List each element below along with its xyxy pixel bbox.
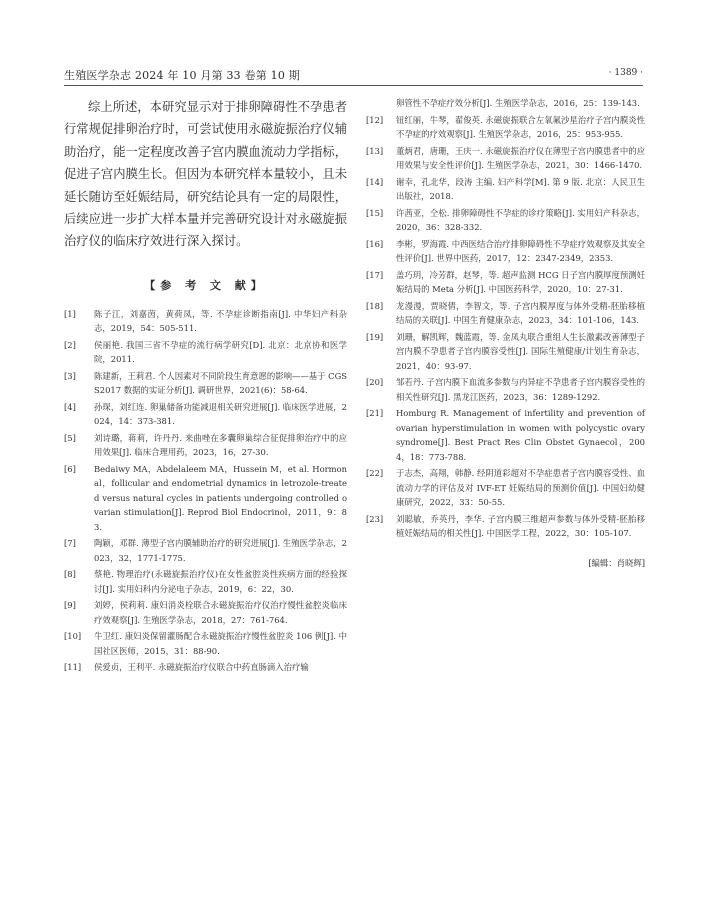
reference-number: [23] (366, 513, 384, 524)
reference-text: Homburg R. Management of infertility and prevention of ovarian hyperstimulation in women with polycystic ovary syndrome[J]. Best Pract Res Clin Obstet Gynaecol，2004，18：773-788. (396, 408, 645, 462)
reference-text: 于志杰，高翔，韩静. 经阴道彩超对不孕症患者子宫内膜容受性、血流动力学的评估及对 IVF-ET 妊娠结局的预测价值[J]. 中国妇幼健康研究，2022，33：50-55. (396, 468, 645, 507)
right-column (366, 96, 645, 569)
reference-item (366, 237, 645, 266)
reference-text: 卵管性不孕症疗效分析[J]. 生殖医学杂志，2016，25：139-143. (396, 98, 640, 108)
reference-item (366, 406, 645, 464)
journal-header: 生殖医学杂志 2024 年 10 月第 33 卷第 10 期 (64, 69, 300, 82)
reference-item (366, 268, 645, 297)
reference-number: [5] (64, 432, 76, 443)
reference-text: Bedaiwy MA，Abdelaleem MA，Hussein M，et al. Hormonal，follicular and endometrial dynamics in letrozole-treated versus natural cycles in patients undergoing controlled ovarian stimulation[J]. Reprod Biol Endocrinol，2011，9：83. (94, 463, 347, 532)
reference-text: 刘珊，解凯辉，魏蓝霞，等. 金凤丸联合重组人生长激素改善薄型子宫内膜不孕患者子宫内膜容受性[J]. 国际生殖健康/计划生育杂志，2021，40：93-97. (396, 331, 645, 371)
reference-item (64, 660, 347, 675)
left-column (64, 96, 347, 677)
reference-number: [4] (64, 401, 76, 412)
reference-number: [12] (366, 114, 384, 125)
reference-text: 牛卫红. 康妇炎保留灌肠配合永磁旋振治疗慢性盆腔炎 106 例[J]. 中国社区医师，2015，31：88-90. (94, 631, 347, 656)
reference-text: 侯爱贞，王利平. 永磁旋振治疗仪联合中药直肠滴入治疗输 (94, 662, 309, 673)
reference-text: 刘诗璐，蒋莉，许丹丹. 来曲唑在多囊卵巢综合征促排卵治疗中的应用效果[J]. 临床合理用药，2023，16，27-30. (94, 432, 347, 458)
reference-number: [1] (64, 308, 76, 319)
reference-number: [22] (366, 468, 384, 478)
reference-number: [11] (64, 662, 82, 673)
reference-number: [17] (366, 269, 384, 280)
reference-number: [13] (366, 145, 384, 156)
reference-item (64, 400, 347, 429)
reference-number: [10] (64, 631, 82, 642)
reference-item (64, 462, 347, 535)
reference-item (366, 96, 645, 111)
editor-note: [编辑：肖晓辉] (588, 557, 645, 568)
reference-item (366, 330, 645, 374)
reference-text: 盖巧玥，冷芳群，赵琴，等. 超声监测 HCG 日子宫内膜厚度预测妊娠结局的 Meta 分析[J]. 中国医药科学，2020，10：27-31. (396, 269, 645, 294)
reference-text: 侯丽艳. 我国三省不孕症的流行病学研究[D]. 北京：北京协和医学院，2011. (94, 339, 347, 365)
reference-item (64, 431, 347, 460)
reference-number: [18] (366, 300, 384, 311)
reference-number: [19] (366, 331, 384, 342)
reference-text: 陈子江，刘嘉茵，黄荷凤，等. 不孕症诊断指南[J]. 中华妇产科杂志，2019，54：505-511. (94, 308, 347, 334)
reference-item (64, 369, 347, 398)
reference-item (64, 567, 347, 596)
reference-text: 龙漫漫，贾晓倩，李智文，等. 子宫内膜厚度与体外受精-胚胎移植结局的关联[J]. 中国生育健康杂志，2023，34：101-106，143. (396, 300, 645, 325)
reference-number: [16] (366, 238, 384, 249)
reference-number: [21] (366, 408, 384, 418)
conclusion-paragraph: 综上所述，本研究显示对于排卵障碍性不孕患者行常规促排卵治疗时，可尝试使用永磁旋振治疗仪辅助治疗，能一定程度改善子宫内膜血流动力学指标，促进子宫内膜生长。但因为本研究样本量较小，且未延长随访至妊娠结局，研究结论具有一定的局限性，后续应进一步扩大样本量并完善研究设计对永磁旋振治疗仪的临床疗效进行深入探讨。 (64, 100, 347, 249)
reference-number: [2] (64, 339, 76, 350)
reference-text: 蔡艳. 物理治疗(永磁旋振治疗仪)在女性盆腔炎性疾病方面的经验探讨[J]. 实用妇科内分泌电子杂志，2019，6：22，30. (94, 569, 347, 594)
reference-number (366, 96, 396, 111)
reference-number: [15] (366, 207, 384, 218)
reference-text: 邹若丹. 子宫内膜下血流多参数与内异症不孕患者子宫内膜容受性的相关性研究[J]. 黑龙江医药，2023，36：1289-1292. (396, 377, 645, 402)
reference-text: 陈建新，王莉君. 个人因素对不同阶段生育意愿的影响——基于 CGSS2017 数据的实证分析[J]. 调研世界，2021(6)：58-64. (94, 370, 347, 396)
header-rule (64, 85, 643, 86)
reference-item (64, 598, 347, 627)
reference-item (366, 175, 645, 204)
reference-text: 李彬，罗海霞. 中西医结合治疗排卵障碍性不孕症疗效观察及其安全性评价[J]. 世界中医药，2017，12：2347-2349，2353. (396, 238, 645, 263)
reference-text: 钮红丽，牛琴，翟俊英. 永磁旋振联合左氧氟沙星治疗子宫内膜炎性不孕症的疗效观察[J]. 生殖医学杂志，2016，25：953-955. (396, 114, 645, 139)
reference-text: 陶颖，邓群. 薄型子宫内膜辅助治疗的研究进展[J]. 生殖医学杂志，2023，32，1771-1775. (94, 538, 347, 563)
reference-number: [8] (64, 569, 76, 580)
reference-number: [3] (64, 370, 76, 381)
reference-item (366, 206, 645, 235)
references-list-right (366, 96, 645, 541)
reference-item (366, 113, 645, 142)
reference-item (366, 144, 645, 173)
reference-item (64, 338, 347, 367)
page-number: · 1389 · (608, 68, 643, 78)
reference-number: [9] (64, 600, 76, 611)
reference-item (64, 536, 347, 565)
reference-number: [20] (366, 377, 384, 387)
reference-text: 谢幸，孔北华，段涛 主编. 妇产科学[M]. 第 9 版. 北京：人民卫生出版社，2018. (396, 176, 645, 201)
reference-item (64, 629, 347, 658)
reference-item (366, 299, 645, 328)
reference-number: [7] (64, 538, 76, 549)
reference-number: [14] (366, 176, 384, 187)
reference-text: 许茜亚，仝松. 排卵障碍性不孕症的诊疗策略[J]. 实用妇产科杂志，2020，36：328-332. (396, 207, 645, 232)
references-title: 【参 考 文 献】 (144, 278, 267, 292)
reference-item (64, 307, 347, 336)
reference-number: [6] (64, 463, 76, 474)
reference-item (366, 512, 645, 541)
references-list-left (64, 307, 347, 675)
reference-item (366, 375, 645, 404)
reference-text: 董炳君，唐珊，王庆一. 永磁旋振治疗仪在薄型子宫内膜患者中的应用效果与安全性评价[J]. 生殖医学杂志，2021，30：1466-1470. (396, 145, 645, 170)
reference-text: 孙琛，刘红连. 卵巢储备功能减退相关研究进展[J]. 临床医学进展，2024，14：373-381. (94, 401, 347, 427)
reference-text: 刘婷，侯莉莉. 康妇消炎栓联合永磁旋振治疗仪治疗慢性盆腔炎临床疗效观察[J]. 生殖医学杂志，2018，27：761-764. (94, 600, 347, 625)
reference-text: 刘聪敏，乔英丹，李华. 子宫内膜三维超声参数与体外受精-胚胎移植妊娠结局的相关性[J]. 中国医学工程，2022，30：105-107. (396, 513, 645, 538)
reference-item (366, 466, 645, 510)
